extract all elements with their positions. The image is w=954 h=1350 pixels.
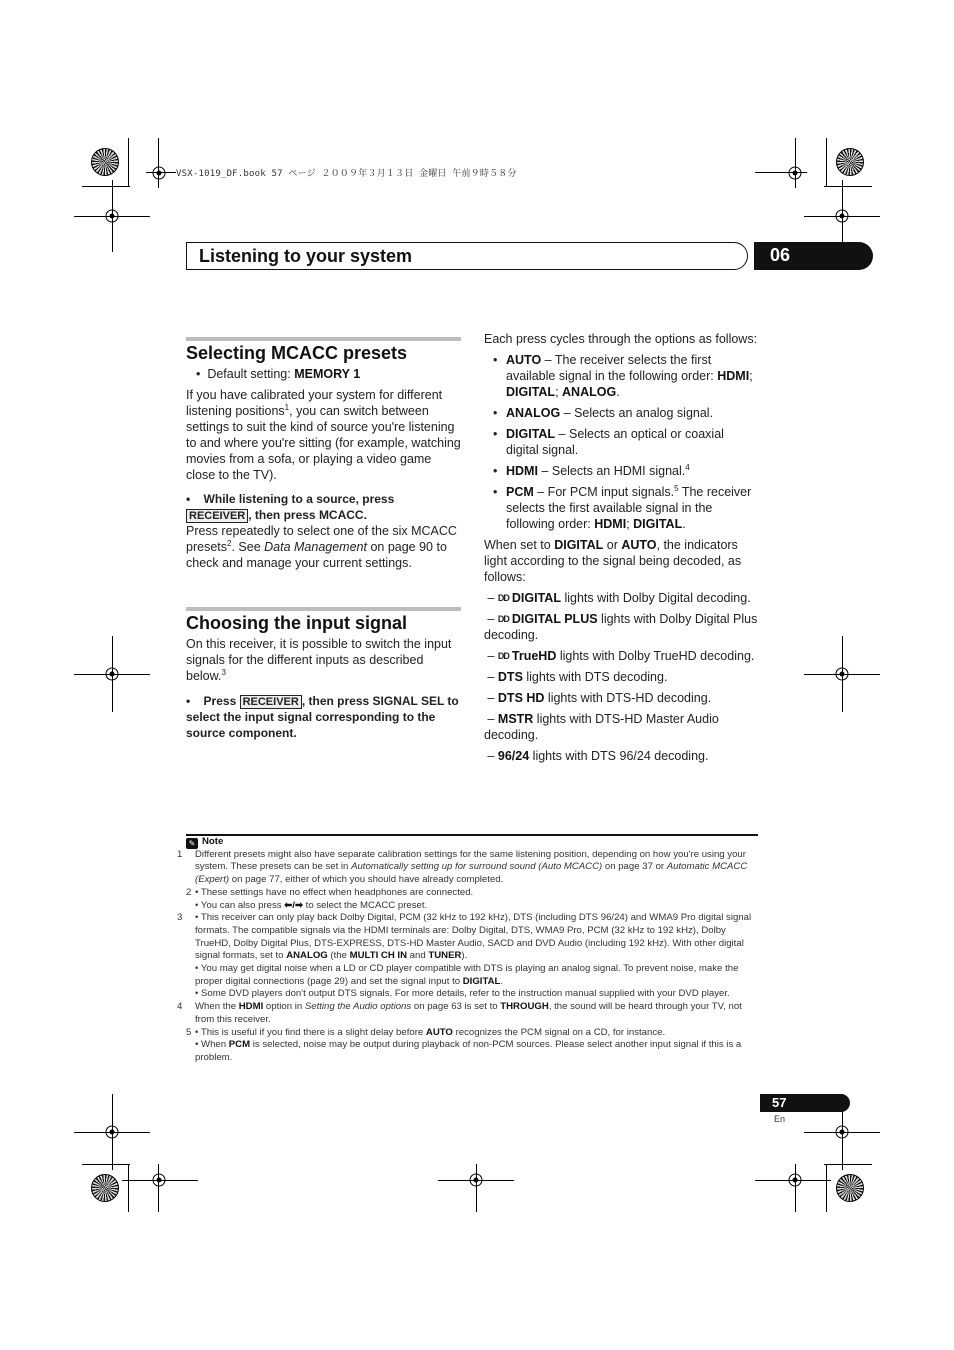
indicator-item: – DTS HD lights with DTS-HD decoding.	[484, 691, 712, 705]
paragraph: If you have calibrated your system for different listening positions$^1$, you can switch between settings to suit the kind of source you're listening to and where you're sitting (for example, watching movies from a sofa, or playing a video game close to the TV).	[186, 388, 461, 482]
chapter-title-bar	[186, 242, 748, 270]
dolby-icon: DD	[497, 614, 509, 624]
section-body-mcacc	[186, 366, 462, 571]
dolby-icon: DD	[497, 651, 509, 661]
paragraph: Each press cycles through the options as follows:	[484, 332, 758, 346]
paragraph: When set to DIGITAL or AUTO, the indicators light according to the signal being decoded, as follows:	[484, 538, 742, 584]
crosshair-icon	[784, 1169, 806, 1191]
footnote-2: 2 • These settings have no effect when headphones are connected.	[186, 886, 474, 898]
footnotes	[177, 836, 758, 1065]
indicator-item: – DD DIGITAL PLUS lights with Dolby Digital Plus decoding.	[484, 612, 758, 642]
arrow-keys-icon: ⬅/➡	[284, 899, 303, 911]
footnote-4: 4 When the HDMI option in Setting the Audio options on page 63 is set to THROUGH, the sound will be heard through your TV, not from this receiver.	[177, 1001, 742, 1025]
registration-rosette-icon	[836, 148, 864, 176]
right-column	[484, 331, 760, 764]
indicator-item: – DD TrueHD lights with Dolby TrueHD decoding.	[484, 649, 755, 663]
footnote-3c: • Some DVD players don't output DTS signals. For more details, refer to the instruction manual supplied with your DVD player.	[195, 988, 730, 1000]
list-item: • HDMI – Selects an HDMI signal.$^4$	[493, 462, 690, 478]
footnote-1: 1 Different presets might also have separate calibration settings for the same listening position, depending on how you're using your system. These presets can be set in Automatically setting up for surround sound (Auto MCACC) on page 37 or Automatic MCACC (Expert) on page 77, either of which you should have already completed.	[177, 848, 748, 886]
section-rule	[186, 337, 461, 341]
indicator-item: – 96/24 lights with DTS 96/24 decoding.	[484, 749, 709, 763]
indicator-item: – MSTR lights with DTS-HD Master Audio decoding.	[484, 712, 719, 742]
list-item: • DIGITAL – Selects an optical or coaxial digital signal.	[493, 427, 724, 457]
receiver-key: RECEIVER	[186, 509, 248, 523]
step-instruction: • While listening to a source, press RECEIVER , then press MCACC.	[186, 492, 395, 522]
footnote-2b: • You can also press ⬅/➡ to select the MCACC preset.	[195, 899, 428, 911]
registration-rosette-icon	[91, 148, 119, 176]
page-number: 57	[772, 1095, 787, 1110]
crosshair-icon	[465, 1169, 487, 1191]
note-icon: ✎	[186, 838, 198, 849]
page-number-tab	[760, 1094, 850, 1112]
footnote-5: 5 • This is useful if you find there is a slight delay before AUTO recognizes the PCM signal on a CD, for instance.	[186, 1026, 666, 1038]
dolby-icon: DD	[497, 593, 509, 603]
registration-rosette-icon	[836, 1174, 864, 1202]
footnote-3b: • You may get digital noise when a LD or CD player compatible with DTS is playing an analog signal. To prevent noise, make the proper digital connections (page 29) and set the signal input to DIGITAL.	[195, 963, 739, 987]
section-body-input-signal	[186, 636, 462, 741]
paragraph: On this receiver, it is possible to switch the input signals for the different inputs as described below.$^3$	[186, 637, 452, 683]
step-instruction: • Press RECEIVER , then press SIGNAL SEL to select the input signal corresponding to the source component.	[186, 694, 459, 740]
footnote-3: 3 • This receiver can only play back Dolby Digital, PCM (32 kHz to 192 kHz), DTS (including DTS 96/24) and WMA9 Pro digital signal formats. The compatible signals via the HDMI terminals are: Dolby Digital, DTS, WMA9 Pro, PCM (32 kHz to 192 kHz), Dolby TrueHD, Dolby Digital Plus, DTS-EXPRESS, DTS-HD Master Audio, SACD and DVD Audio (including 192 kHz). With other digital signal formats, set to ANALOG (the MULTI CH IN and TUNER).	[177, 912, 752, 962]
section-rule	[186, 607, 461, 611]
crosshair-icon	[101, 205, 123, 227]
default-setting: • Default setting: MEMORY 1	[196, 367, 361, 381]
list-item: • PCM – For PCM input signals.$^5$ The receiver selects the first available signal in the following order: HDMI; DIGITAL.	[493, 483, 752, 531]
indicator-item: – DD DIGITAL lights with Dolby Digital decoding.	[484, 591, 751, 605]
list-item: • ANALOG – Selects an analog signal.	[493, 406, 714, 420]
crosshair-icon	[148, 162, 170, 184]
chapter-title: Listening to your system	[199, 246, 413, 266]
section-title-mcacc: Selecting MCACC presets	[186, 343, 408, 363]
crosshair-icon	[148, 1169, 170, 1191]
footnote-5b: • When PCM is selected, noise may be output during playback of non-PCM sources. Please select another input signal if this is a problem.	[195, 1039, 742, 1063]
crosshair-icon	[784, 162, 806, 184]
crosshair-icon	[101, 1121, 123, 1143]
chapter-number: 06	[770, 245, 791, 265]
list-item: • AUTO – The receiver selects the first available signal in the following order: HDMI; DIGITAL; ANALOG.	[493, 353, 753, 399]
crosshair-icon	[831, 205, 853, 227]
receiver-key: RECEIVER	[240, 695, 302, 709]
chapter-number-tab	[754, 242, 873, 270]
registration-rosette-icon	[91, 1174, 119, 1202]
print-header: VSX-1019_DF.book 57 ページ ２００９年３月１３日 金曜日 午前９時５８分	[176, 169, 517, 179]
crosshair-icon	[831, 1121, 853, 1143]
paragraph: Press repeatedly to select one of the six MCACC presets$^2$. See Data Management on page 90 to check and manage your current settings.	[186, 524, 457, 570]
section-title-input-signal: Choosing the input signal	[186, 613, 407, 633]
crosshair-icon	[831, 663, 853, 685]
indicator-list	[484, 590, 760, 764]
crosshair-icon	[101, 663, 123, 685]
indicator-item: – DTS lights with DTS decoding.	[484, 670, 668, 684]
language-label: En	[774, 1114, 786, 1124]
notes-heading: Note	[202, 836, 224, 847]
